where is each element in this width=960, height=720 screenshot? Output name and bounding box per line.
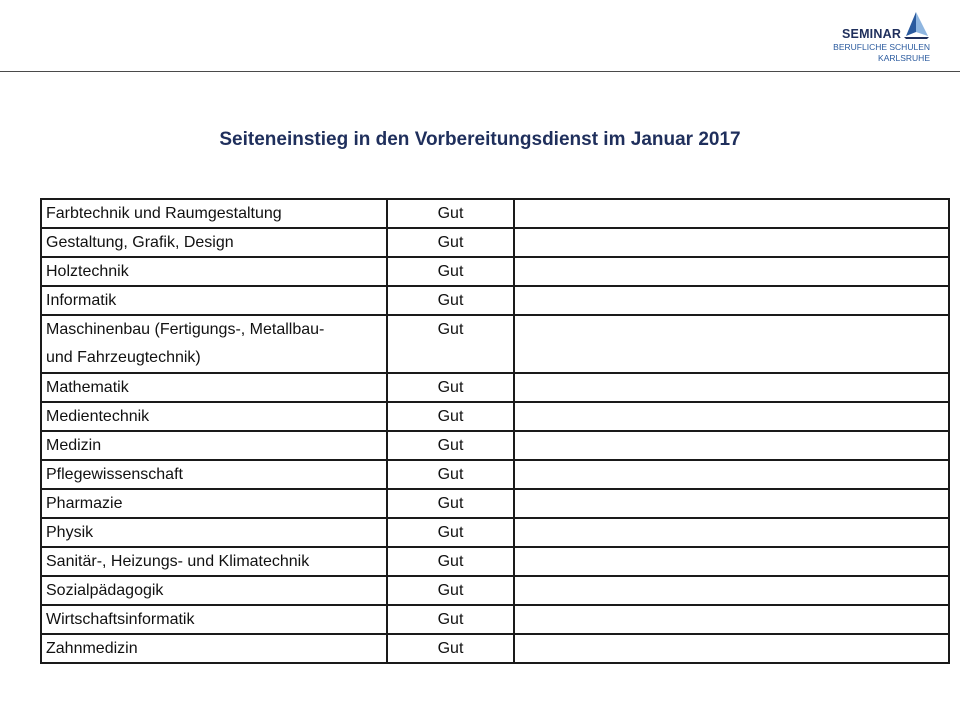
note-cell xyxy=(514,286,949,315)
table-row xyxy=(41,315,949,373)
subject-cell: Sozialpädagogik xyxy=(41,576,387,605)
note-cell xyxy=(514,518,949,547)
grade-cell: Gut xyxy=(387,373,514,402)
table-row xyxy=(41,576,949,605)
note-cell xyxy=(514,489,949,518)
subject-line-2: und Fahrzeugtechnik) xyxy=(46,349,201,366)
subject-line-1: Maschinenbau (Fertigungs-, Metallbau- xyxy=(46,321,325,338)
grade-cell: Gut xyxy=(387,286,514,315)
note-cell xyxy=(514,315,949,373)
note-cell xyxy=(514,547,949,576)
subject-cell: Medizin xyxy=(41,431,387,460)
subject-cell: Pflegewissenschaft xyxy=(41,460,387,489)
table-row xyxy=(41,373,949,402)
note-cell xyxy=(514,460,949,489)
grade-cell: Gut xyxy=(387,518,514,547)
table-row xyxy=(41,228,949,257)
table-row xyxy=(41,518,949,547)
subject-cell: Gestaltung, Grafik, Design xyxy=(41,228,387,257)
table-row xyxy=(41,402,949,431)
note-cell xyxy=(514,257,949,286)
table-row xyxy=(41,489,949,518)
table-row xyxy=(41,286,949,315)
table-row xyxy=(41,431,949,460)
grades-table xyxy=(40,198,950,664)
logo-subtitle-line1: BERUFLICHE SCHULEN xyxy=(833,42,930,52)
grade-cell: Gut xyxy=(387,431,514,460)
grade-cell: Gut xyxy=(387,489,514,518)
subject-cell: Zahnmedizin xyxy=(41,634,387,663)
seminar-logo xyxy=(833,10,950,66)
note-cell xyxy=(514,634,949,663)
note-cell xyxy=(514,605,949,634)
grade-cell: Gut xyxy=(387,547,514,576)
note-cell xyxy=(514,576,949,605)
table-row xyxy=(41,199,949,228)
header-divider xyxy=(0,71,960,72)
subject-cell: Mathematik xyxy=(41,373,387,402)
page-title: Seiteneinstieg in den Vorbereitungsdienst im Januar 2017 xyxy=(219,129,741,150)
grade-cell: Gut xyxy=(387,315,514,373)
grade-cell: Gut xyxy=(387,605,514,634)
grade-cell: Gut xyxy=(387,634,514,663)
table-row xyxy=(41,547,949,576)
table-row xyxy=(41,257,949,286)
table-row xyxy=(41,460,949,489)
subject-cell: Holztechnik xyxy=(41,257,387,286)
subject-cell: Sanitär-, Heizungs- und Klimatechnik xyxy=(41,547,387,576)
grade-cell: Gut xyxy=(387,199,514,228)
subject-cell xyxy=(41,315,387,373)
table-row xyxy=(41,634,949,663)
grade-cell: Gut xyxy=(387,402,514,431)
subject-cell: Farbtechnik und Raumgestaltung xyxy=(41,199,387,228)
note-cell xyxy=(514,431,949,460)
logo-subtitle-line2: KARLSRUHE xyxy=(878,53,930,63)
subject-cell: Wirtschaftsinformatik xyxy=(41,605,387,634)
grade-cell: Gut xyxy=(387,460,514,489)
note-cell xyxy=(514,373,949,402)
subject-cell: Informatik xyxy=(41,286,387,315)
logo-text xyxy=(833,10,950,66)
note-cell xyxy=(514,402,949,431)
note-cell xyxy=(514,228,949,257)
grade-cell: Gut xyxy=(387,257,514,286)
grade-cell: Gut xyxy=(387,576,514,605)
logo-main-text: SEMINAR xyxy=(842,27,902,41)
table-row xyxy=(41,605,949,634)
subject-cell: Physik xyxy=(41,518,387,547)
grade-cell: Gut xyxy=(387,228,514,257)
subject-cell: Pharmazie xyxy=(41,489,387,518)
subject-cell: Medientechnik xyxy=(41,402,387,431)
note-cell xyxy=(514,199,949,228)
